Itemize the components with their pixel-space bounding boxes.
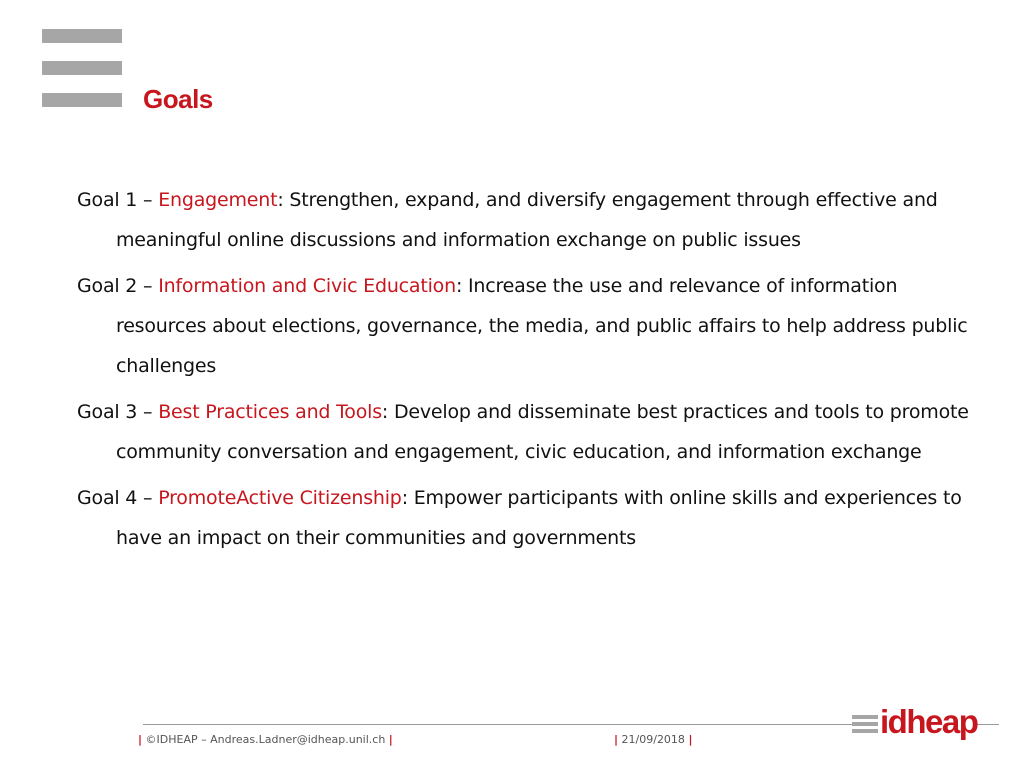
footer-separator: | [138,733,143,746]
goal-1-text: : Strengthen, expand, and diversify engagement through effective and meaningful online discussions and information exchange on public issues [116,189,938,251]
goals-list [77,180,977,564]
logo-text: idheap [880,703,978,740]
decor-bar-bottom [42,93,122,107]
decor-bar-middle [42,61,122,75]
goal-3-text: : Develop and disseminate best practices and tools to promote community conversation and engagement, civic education, and information exchange [116,401,969,463]
logo-bar-icon [852,729,878,733]
goal-2-prefix: Goal 2 – [77,275,159,297]
goal-3-highlight: Best Practices and Tools [158,401,382,423]
footer-separator: | [614,733,619,746]
footer-divider [143,724,855,725]
goal-2-highlight: Information and Civic Education [158,275,456,297]
logo-bar-icon [852,715,878,719]
goal-2-text: : Increase the use and relevance of information resources about elections, governance, the media, and public affairs to help address public challenges [116,275,968,377]
goal-4-text: : Empower participants with online skills and experiences to have an impact on their communities and governments [116,487,962,549]
goal-2 [77,266,977,386]
footer-separator: | [688,733,693,746]
goal-4-prefix: Goal 4 – [77,487,159,509]
footer-separator: | [388,733,393,746]
goal-1-highlight: Engagement [158,189,278,211]
footer-credit-text: ©IDHEAP – Andreas.Ladner@idheap.unil.ch [145,733,386,746]
goal-3 [77,392,977,472]
decor-bar-top [42,29,122,43]
goal-4-highlight: PromoteActive Citizenship [158,487,402,509]
goal-1-prefix: Goal 1 – [77,189,159,211]
logo-divider [975,724,999,725]
footer-date [614,733,692,746]
goal-3-prefix: Goal 3 – [77,401,159,423]
slide-title: Goals [143,84,213,114]
footer-date-text: 21/09/2018 [621,733,685,746]
footer-credit [138,733,393,746]
goal-1 [77,180,977,260]
logo-bar-icon [852,722,878,726]
goal-4 [77,478,977,558]
